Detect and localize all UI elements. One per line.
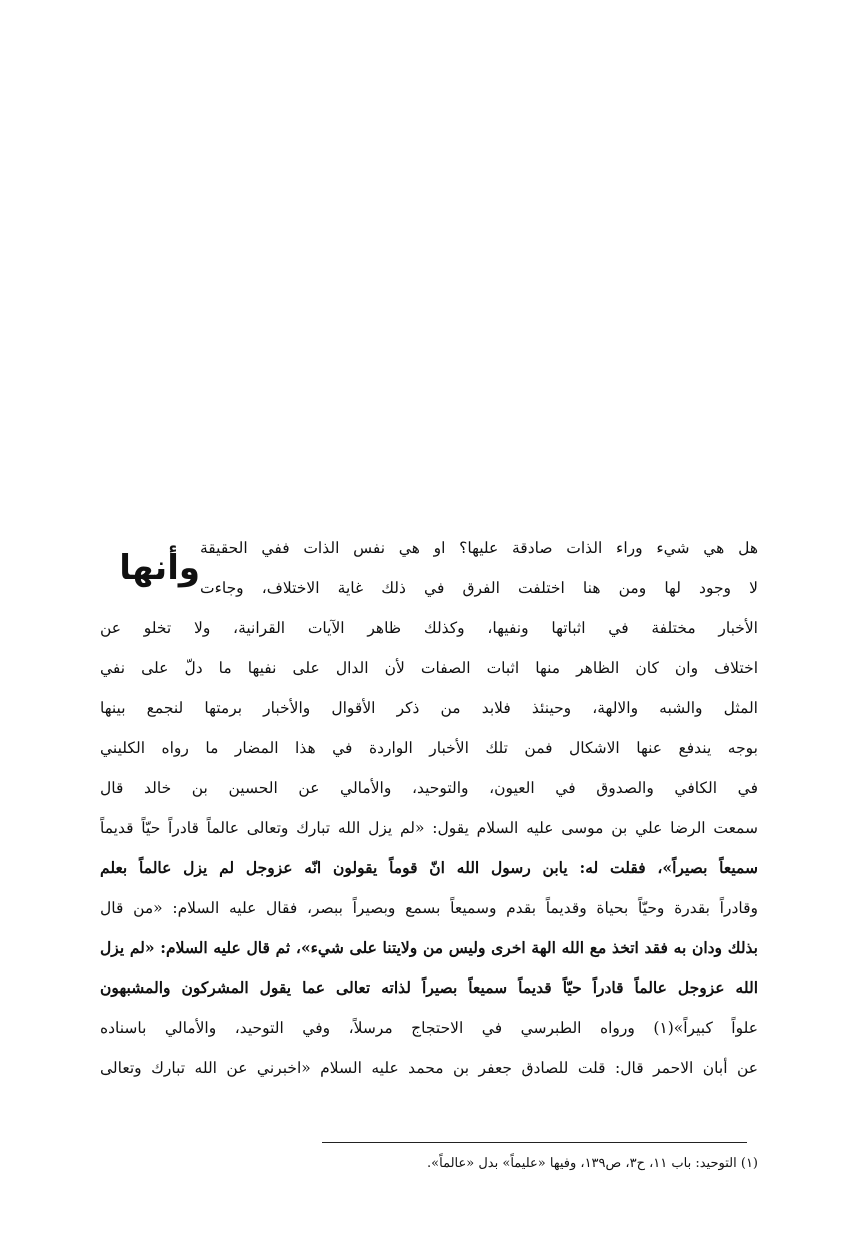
text-line: الأخبار مختلفة في اثباتها ونفيها، وكذلك ظاهر الآيات القرانية، ولا تخلو عن (100, 619, 758, 637)
text-line: سمعت الرضا علي بن موسى عليه السلام يقول: «لم يزل الله تبارك وتعالى عالماً قادراً حيّاً قديماً (100, 819, 758, 837)
opening-lines (200, 528, 758, 608)
opening-paragraph (100, 528, 758, 608)
text-line: المثل والشبه والالهة، وحينئذ فلابد من ذكر الأقوال والأخبار برمتها لنجمع بينها (100, 699, 758, 717)
body-text (100, 528, 758, 1088)
text-line: بوجه يندفع عنها الاشكال فمن تلك الأخبار الواردة في هذا المضار ما رواه الكليني (100, 739, 758, 757)
footnote-divider (322, 1142, 747, 1143)
hadith-line: بذلك ودان به فقد اتخذ مع الله الهة اخرى وليس من ولايتنا على شيء»، ثم قال عليه السلام: «لم يزل (100, 938, 758, 957)
text-line: علواً كبيراً»(١) ورواه الطبرسي في الاحتجاج مرسلاً، وفي التوحيد، والأمالي باسناده (100, 1019, 758, 1037)
footnote: (١) التوحيد: باب ١١، ح٣، ص١٣٩، وفيها «عليماً» بدل «عالماً». (427, 1156, 758, 1171)
text-line: لا وجود لها ومن هنا اختلفت الفرق في ذلك غاية الاختلاف، وجاءت (200, 579, 758, 597)
chapter-lead-word: وأنها (119, 548, 200, 588)
hadith-line: الله عزوجل عالماً قادراً حيّاً قديماً سميعاً بصيراً لذاته تعالى عما يقول المشركون والمشبهون (100, 978, 758, 997)
text-line: اختلاف وان كان الظاهر منها اثبات الصفات لأن الدال على نفيها ما دلّ على نفي (100, 659, 758, 677)
text-line: عن أبان الاحمر قال: قلت للصادق جعفر بن محمد عليه السلام «اخبرني عن الله تبارك وتعالى (100, 1059, 758, 1077)
text-line: وقادراً بقدرة وحيّاً بحياة وقديماً بقدم وسميعاً بسمع وبصيراً ببصر، فقال عليه السلام: «من قال (100, 899, 758, 917)
text-line: هل هي شيء وراء الذات صادقة عليها؟ او هي نفس الذات ففي الحقيقة (200, 539, 758, 557)
hadith-line: سميعاً بصيراً»، فقلت له: يابن رسول الله انّ قوماً يقولون انّه عزوجل لم يزل عالماً بعلم (100, 858, 758, 877)
text-line: في الكافي والصدوق في العيون، والتوحيد، والأمالي عن الحسين بن خالد قال (100, 779, 758, 797)
